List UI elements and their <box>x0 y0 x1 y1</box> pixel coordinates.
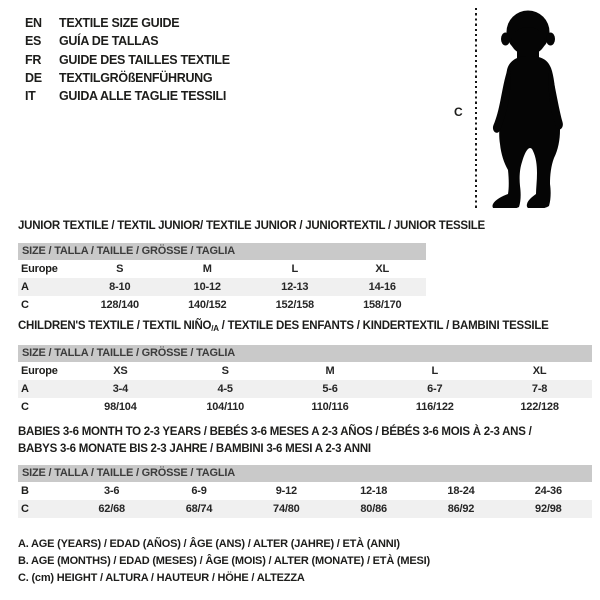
cell: XL <box>532 365 547 377</box>
cell: S <box>116 263 124 275</box>
table-row <box>18 380 592 398</box>
junior-table-title: JUNIOR TEXTILE / TEXTIL JUNIOR/ TEXTILE JUNIOR / JUNIORTEXTIL / JUNIOR TESSILE <box>18 220 485 232</box>
cell: 62/68 <box>98 503 125 515</box>
lang-label: TEXTILE SIZE GUIDE <box>59 16 180 30</box>
cell: 116/122 <box>415 401 454 413</box>
footnote-b: B. AGE (MONTHS) / EDAD (MESES) / ÂGE (MOIS) / ALTER (MONATE) / ETÀ (MESI) <box>18 555 430 567</box>
lang-row-de <box>25 69 230 87</box>
table-row <box>18 260 426 278</box>
table-row <box>18 278 426 296</box>
lang-row-en <box>25 14 230 32</box>
height-measure-figure <box>440 0 600 215</box>
cell: 110/116 <box>311 401 349 413</box>
cell: 10-12 <box>193 281 221 293</box>
row-label: C <box>21 401 29 413</box>
cell: 3-6 <box>104 485 120 497</box>
lang-label: TEXTILGRÖßENFÜHRUNG <box>59 70 213 85</box>
cell: 3-4 <box>112 383 129 395</box>
size-header-bar: SIZE / TALLA / TAILLE / GRÖSSE / TAGLIA <box>18 243 426 260</box>
children-table-title <box>18 320 590 333</box>
row-label: C <box>21 299 29 311</box>
cell: 98/104 <box>104 401 137 413</box>
lang-code: DE <box>25 70 42 85</box>
cell: 6-9 <box>191 485 207 497</box>
cell: 4-5 <box>217 383 233 395</box>
row-label: C <box>21 503 29 515</box>
table-row <box>18 482 592 500</box>
children-size-table <box>18 345 592 416</box>
table-row <box>18 500 592 518</box>
cell: 14-16 <box>368 281 396 293</box>
title-sub: /A <box>211 324 219 333</box>
cell: 152/158 <box>275 299 314 311</box>
table-row <box>18 362 592 380</box>
lang-code: IT <box>25 89 36 104</box>
cell: L <box>431 365 439 377</box>
lang-code: ES <box>25 34 42 49</box>
babies-title-line1: BABIES 3-6 MONTH TO 2-3 YEARS / BEBÉS 3-6 MESES A 2-3 AÑOS / BÉBÉS 3-6 MOIS À 2-3 ANS / <box>18 426 532 438</box>
cell: XS <box>113 365 128 377</box>
lang-label: GUÍA DE TALLAS <box>59 34 159 49</box>
cell: 18-24 <box>447 485 475 497</box>
babies-size-table <box>18 465 592 518</box>
lang-code: EN <box>25 16 42 30</box>
cell: 128/140 <box>100 299 139 311</box>
cell: 68/74 <box>185 503 213 515</box>
title-pre: CHILDREN'S TEXTILE / TEXTIL NIÑO <box>18 320 212 332</box>
footnote-c: C. (cm) HEIGHT / ALTURA / HAUTEUR / HÖHE / ALTEZZA <box>18 572 305 584</box>
cell: 104/110 <box>206 401 245 413</box>
cell: S <box>221 365 229 377</box>
row-label: B <box>21 485 29 497</box>
row-label: A <box>21 281 29 293</box>
title-post: / TEXTILE DES ENFANTS / KINDERTEXTIL / BAMBINI TESSILE <box>218 320 549 332</box>
lang-row-it <box>25 87 230 105</box>
table-row <box>18 296 426 314</box>
lang-code: FR <box>25 52 42 67</box>
lang-row-es <box>25 32 230 50</box>
cell: XL <box>375 263 390 275</box>
lang-row-fr <box>25 51 230 69</box>
cell: 7-8 <box>531 383 548 395</box>
cell: L <box>291 263 299 275</box>
row-label: A <box>21 383 29 395</box>
babies-table-title <box>18 424 590 457</box>
baby-silhouette-icon <box>481 8 577 208</box>
cell: 86/92 <box>447 503 475 515</box>
cell: 140/152 <box>188 299 227 311</box>
row-label: Europe <box>21 263 58 275</box>
cell: 92/98 <box>535 503 562 515</box>
cell: 6-7 <box>427 383 443 395</box>
lang-label: GUIDA ALLE TAGLIE TESSILI <box>59 89 227 104</box>
babies-title-line2: BABYS 3-6 MONATE BIS 2-3 JAHRE / BAMBINI 3-6 MESI A 2-3 ANNI <box>18 442 371 455</box>
row-label: Europe <box>21 365 58 377</box>
cell: M <box>325 365 335 377</box>
cell: 9-12 <box>275 485 297 497</box>
cell: M <box>202 263 212 275</box>
cell: 5-6 <box>322 383 338 395</box>
table-row <box>18 398 592 416</box>
cell: 80/86 <box>360 503 387 515</box>
lang-label: GUIDE DES TAILLES TEXTILE <box>59 52 230 67</box>
junior-size-table <box>18 243 426 314</box>
cell: 122/128 <box>520 401 559 413</box>
measure-c-label: C <box>454 105 463 119</box>
dashed-measure-line <box>475 8 477 208</box>
cell: 12-13 <box>281 281 309 293</box>
cell: 8-10 <box>109 281 131 293</box>
cell: 74/80 <box>273 503 300 515</box>
size-header-bar: SIZE / TALLA / TAILLE / GRÖSSE / TAGLIA <box>18 465 592 482</box>
size-header-bar: SIZE / TALLA / TAILLE / GRÖSSE / TAGLIA <box>18 345 592 362</box>
language-title-list <box>25 14 230 105</box>
cell: 12-18 <box>360 485 388 497</box>
footnote-a: A. AGE (YEARS) / EDAD (AÑOS) / ÂGE (ANS) / ALTER (JAHRE) / ETÀ (ANNI) <box>18 538 400 550</box>
cell: 158/170 <box>363 299 402 311</box>
legend-footnotes <box>18 536 430 587</box>
cell: 24-36 <box>534 485 562 497</box>
